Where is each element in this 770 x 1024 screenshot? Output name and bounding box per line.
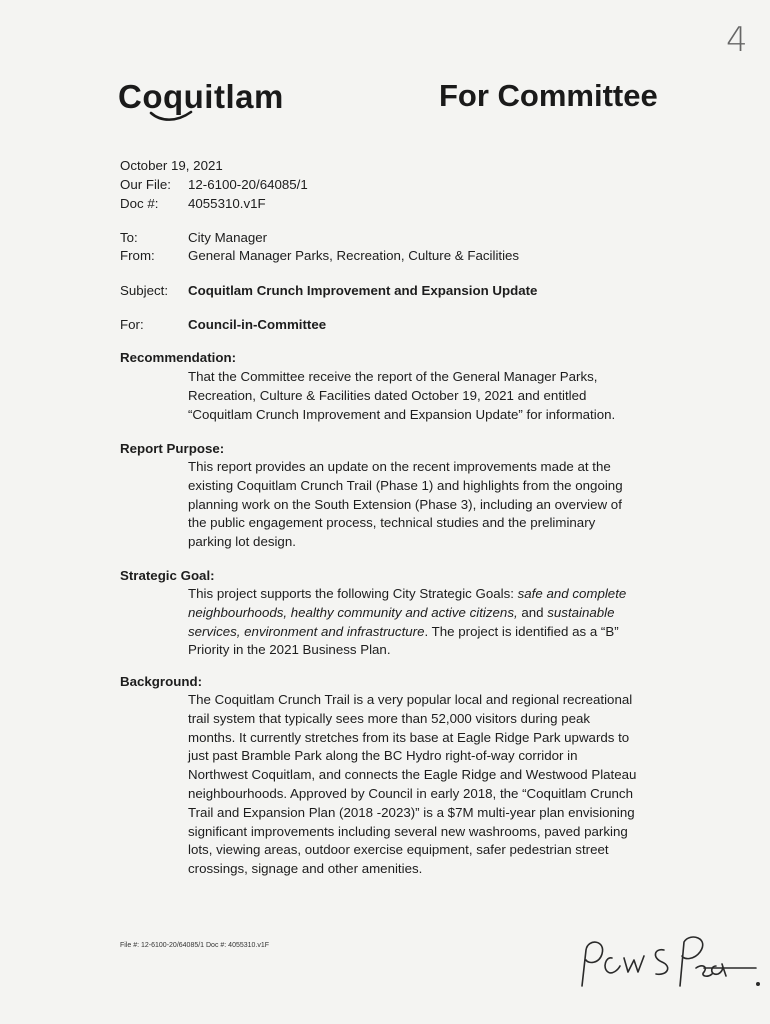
footer-file-ref: File #: 12-6100-20/64085/1 Doc #: 4055310.v1F: [120, 942, 270, 949]
our-file-value: 12-6100-20/64085/1: [188, 177, 308, 192]
recommendation-line: Recreation, Culture & Facilities dated October 19, 2021 and entitled: [188, 387, 587, 403]
strategic-goal-heading: Strategic Goal:: [120, 568, 215, 583]
page-number: 4: [726, 20, 748, 60]
for-label: For:: [120, 317, 144, 332]
our-file-label: Our File:: [120, 177, 171, 192]
strategic-goal-text: [188, 585, 648, 660]
background-line: months. It currently stretches from its base at Eagle Ridge Park upwards to: [188, 729, 630, 745]
goal-italic: safe and complete: [517, 586, 627, 601]
subject-label: Subject:: [120, 283, 169, 298]
background-line: significant improvements including several new washrooms, paved parking: [188, 823, 628, 839]
report-purpose-heading: Report Purpose:: [120, 441, 225, 456]
memo-date: October 19, 2021: [120, 158, 223, 173]
background-line: neighbourhoods. Approved by Council in early 2018, the “Coquitlam Crunch: [188, 785, 633, 801]
report-purpose-line: planning work on the South Extension (Phase 3), including an overview of: [188, 496, 622, 512]
report-purpose-line: existing Coquitlam Crunch Trail (Phase 1) and highlights from the ongoing: [188, 477, 623, 493]
background-line: crossings, signage and other amenities.: [188, 861, 423, 877]
goal-italic: neighbourhoods, healthy community and active citizens,: [188, 604, 518, 620]
report-purpose-line: This report provides an update on the recent improvements made at the: [188, 459, 611, 474]
background-line: just past Bramble Park along the BC Hydro right-of-way corridor in: [188, 748, 578, 764]
goal-italic: services, environment and infrastructure: [188, 623, 425, 639]
background-line: Trail and Expansion Plan (2018 -2023)” is a $7M multi-year plan envisioning: [188, 804, 635, 820]
background-line: trail system that typically sees more than 52,000 visitors during peak: [188, 710, 591, 726]
handwritten-signature: [572, 928, 762, 998]
report-purpose-line: parking lot design.: [188, 534, 296, 550]
coquitlam-logo: Coquitlam: [118, 78, 284, 115]
report-purpose-text: [188, 458, 648, 552]
logo-swoosh-icon: [149, 110, 193, 124]
strategic-goal-line: [188, 585, 648, 604]
recommendation-line: That the Committee receive the report of the General Manager Parks,: [188, 369, 598, 384]
background-line: The Coquitlam Crunch Trail is a very popular local and regional recreational: [188, 692, 633, 707]
goal-italic: sustainable: [547, 604, 615, 620]
goal-text: . The project is identified as a “B”: [424, 623, 619, 639]
goal-text: This project supports the following City Strategic Goals:: [188, 586, 518, 601]
to-label: To:: [120, 230, 138, 245]
to-value: City Manager: [188, 230, 268, 245]
doc-label: Doc #:: [120, 196, 159, 211]
background-line: lots, viewing areas, outdoor exercise equipment, safer pedestrian street: [188, 842, 609, 858]
from-value: General Manager Parks, Recreation, Culture & Facilities: [188, 248, 520, 263]
background-heading: Background:: [120, 674, 203, 689]
doc-value: 4055310.v1F: [188, 196, 266, 211]
our-file-line: [120, 175, 308, 194]
recommendation-text: [188, 368, 648, 424]
goal-text: and: [517, 604, 548, 620]
for-value: Council-in-Committee: [188, 317, 327, 332]
background-text: [188, 691, 648, 879]
report-purpose-line: the public engagement process, technical studies and the preliminary: [188, 515, 596, 531]
from-label: From:: [120, 248, 155, 263]
recommendation-heading: Recommendation:: [120, 350, 236, 365]
strategic-goal-line: [188, 604, 648, 623]
doc-number-line: [120, 194, 266, 213]
strategic-goal-line: [188, 623, 648, 642]
background-line: Northwest Coquitlam, and connects the Eagle Ridge and Westwood Plateau: [188, 767, 637, 783]
subject-value: Coquitlam Crunch Improvement and Expansion Update: [188, 283, 538, 298]
strategic-goal-line: Priority in the 2021 Business Plan.: [188, 642, 391, 658]
recommendation-line: “Coquitlam Crunch Improvement and Expansion Update” for information.: [188, 406, 616, 422]
header-title: For Committee: [439, 78, 658, 113]
